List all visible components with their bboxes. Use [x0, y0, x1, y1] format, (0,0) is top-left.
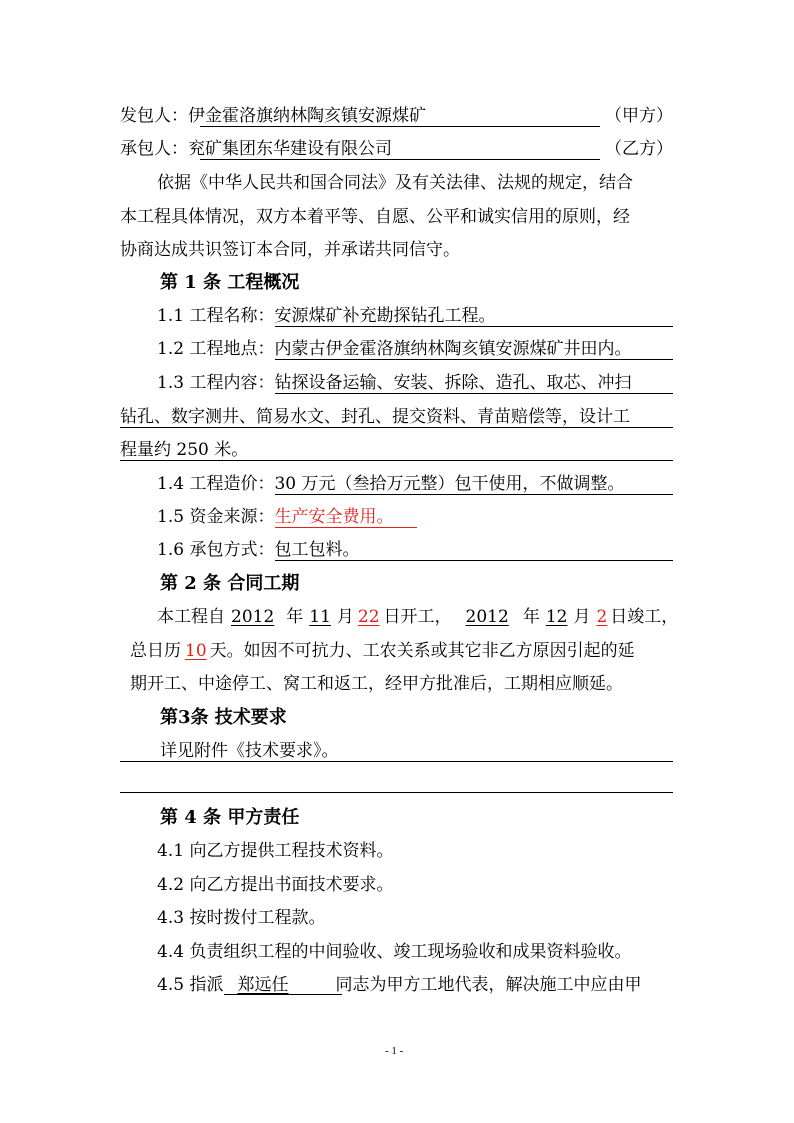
- page-number: - 1 -: [385, 1045, 404, 1057]
- schedule-text-b: 年: [286, 607, 304, 627]
- article-4-item-3: 4.3 按时拨付工程款。: [157, 908, 326, 928]
- project-site-underline: [275, 359, 673, 360]
- article-1-item-2: [157, 338, 631, 360]
- fund-source-label: 1.5 资金来源：: [157, 507, 275, 527]
- fund-source-value: 生产安全费用。: [274, 507, 394, 527]
- employer-underline: [200, 126, 600, 127]
- total-days: 10: [185, 641, 207, 661]
- site-representative: 郑远任: [237, 975, 289, 995]
- project-scope-line-2: 钻孔、数字测井、简易水文、封孔、提交资料、青苗赔偿等，设计工: [120, 407, 630, 427]
- schedule-text-f: 月: [573, 607, 591, 627]
- total-days-label: 总日历: [130, 641, 181, 661]
- article-1-title: 第 1 条 工程概况: [160, 272, 300, 293]
- project-price-value: 30 万元（叁拾万元整）包干使用，不做调整。: [274, 474, 625, 494]
- contractor-name: 兖矿集团东华建设有限公司: [188, 139, 392, 159]
- schedule-text-a: 本工程自: [157, 607, 225, 627]
- scope-underline-3: [120, 460, 673, 461]
- project-site-label: 1.2 工程地点：: [157, 339, 275, 359]
- preamble-line-2: 本工程具体情况，双方本着平等、自愿、公平和诚实信用的原则，经: [120, 207, 630, 227]
- contractor-role: （乙方）: [605, 139, 673, 159]
- article-2-line-3: 期开工、中途停工、窝工和返工，经甲方批准后，工期相应顺延。: [130, 674, 623, 694]
- contract-mode-label: 1.6 承包方式：: [157, 540, 275, 560]
- employer-name: 伊金霍洛旗纳林陶亥镇安源煤矿: [188, 106, 426, 126]
- article-2-line-2: [130, 640, 635, 662]
- project-name-label: 1.1 工程名称：: [157, 306, 275, 326]
- employer-role: （甲方）: [605, 106, 673, 126]
- contractor-line: [120, 138, 392, 160]
- delay-clause-a: 天。如因不可抗力、工农关系或其它非乙方原因引起的延: [209, 641, 635, 661]
- schedule-text-e: 年: [522, 607, 540, 627]
- article-1-item-3: [157, 372, 631, 394]
- contractor-underline: [200, 159, 600, 160]
- mode-underline: [275, 560, 673, 561]
- price-underline: [275, 494, 673, 495]
- article-4-item-2: 4.2 向乙方提出书面技术要求。: [157, 875, 394, 895]
- project-name-value: 安源煤矿补充勘探钻孔工程。: [274, 306, 496, 326]
- start-year: 2012: [231, 607, 275, 627]
- schedule-text-g: 日竣工，: [610, 607, 679, 627]
- end-year: 2012: [465, 607, 509, 627]
- scope-underline-2: [120, 427, 673, 428]
- project-scope-line-1: 钻探设备运输、安装、拆除、造孔、取芯、冲扫: [274, 373, 632, 393]
- fund-underline: [275, 527, 417, 528]
- contract-mode-value: 包工包料。: [274, 540, 360, 560]
- end-month: 12: [545, 607, 568, 627]
- schedule-text-d: 日开工，: [383, 607, 452, 627]
- article-2-title: 第 2 条 合同工期: [160, 573, 300, 594]
- preamble-line-3: 协商达成共识签订本合同，并承诺共同信守。: [120, 240, 460, 260]
- start-month: 11: [309, 607, 331, 627]
- schedule-text-c: 月: [336, 607, 354, 627]
- project-site-value: 内蒙古伊金霍洛旗纳林陶亥镇安源煤矿井田内。: [274, 339, 632, 359]
- scope-underline-1: [275, 393, 673, 394]
- project-price-label: 1.4 工程造价：: [157, 474, 275, 494]
- article-1-item-6: [157, 539, 359, 561]
- employer-line: [120, 105, 426, 127]
- tech-underline-1: [120, 761, 673, 762]
- end-day: 2: [596, 607, 608, 627]
- project-scope-label: 1.3 工程内容：: [157, 373, 275, 393]
- project-scope-line-3: 程量约 250 米。: [120, 440, 249, 460]
- article-3-body: 详见附件《技术要求》。: [160, 741, 339, 761]
- preamble-line-1: 依据《中华人民共和国合同法》及有关法律、法规的规定，结合: [157, 173, 633, 193]
- rep-underline: [224, 994, 342, 995]
- article-2-line-1: [157, 606, 678, 628]
- article-4-item-4: 4.4 负责组织工程的中间验收、竣工现场验收和成果资料验收。: [157, 942, 632, 962]
- article-4-item-5: [157, 974, 641, 996]
- appoint-text: 同志为甲方工地代表，解决施工中应由甲: [335, 975, 642, 995]
- article-1-item-1: [157, 305, 495, 327]
- employer-label: 发包人：: [120, 106, 188, 126]
- tech-underline-2: [120, 792, 673, 793]
- article-3-title: 第3条 技术要求: [160, 707, 287, 728]
- appoint-label: 4.5 指派: [157, 975, 224, 995]
- article-4-title: 第 4 条 甲方责任: [160, 807, 300, 828]
- project-name-underline: [275, 326, 673, 327]
- article-1-item-4: [157, 473, 625, 495]
- start-day: 22: [357, 607, 380, 627]
- contractor-label: 承包人：: [120, 139, 188, 159]
- article-4-item-1: 4.1 向乙方提供工程技术资料。: [157, 841, 394, 861]
- article-1-item-5: [157, 506, 393, 528]
